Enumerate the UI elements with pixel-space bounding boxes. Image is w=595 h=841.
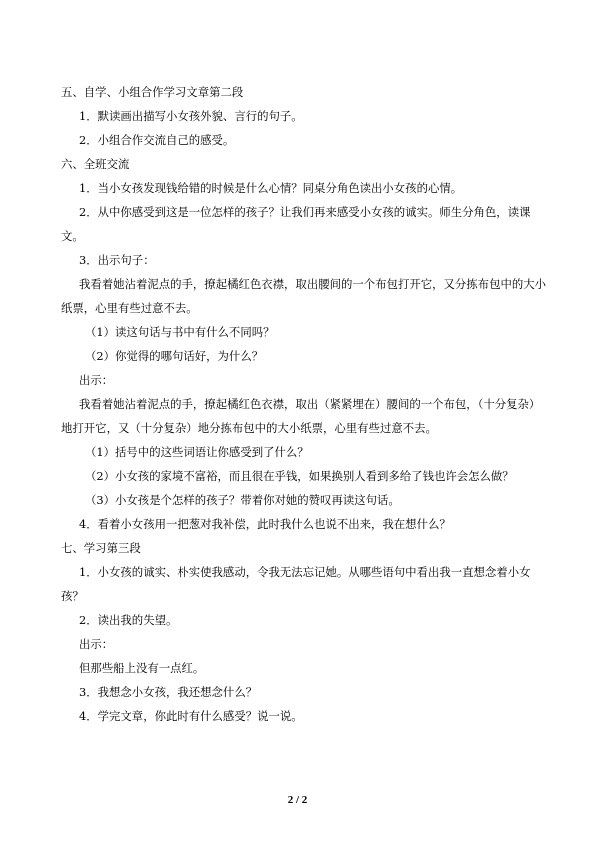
- list-item: 4．看着小女孩用一把葱对我补偿，此时我什么也说不出来，我在想什么？: [79, 517, 451, 531]
- list-item: 3．我想念小女孩，我还想念什么？: [79, 685, 258, 699]
- quoted-sentence: 我看着她沾着泥点的手，撩起橘红色衣襟，取出（紧紧埋在）腰间的一个布包，（十分复杂）地打开它，又（十分复杂）地分拣布包中的大小纸票，心里有些过意不去。: [61, 397, 541, 435]
- question-item: （1）括号中的这些词语让你感受到了什么？: [85, 445, 309, 459]
- show-label: 出示：: [79, 373, 114, 387]
- question-item: （1）读这句话与书中有什么不同吗？: [85, 325, 275, 339]
- section-heading-7: 七、学习第三段: [61, 541, 141, 555]
- section-heading-5: 五、自学、小组合作学习文章第二段: [61, 85, 244, 99]
- list-item: 1．小女孩的诚实、朴实使我感动，令我无法忘记她。从哪些语句中看出我一直想念着小女孩？: [61, 565, 531, 603]
- list-item: 4．学完文章，你此时有什么感受？说一说。: [79, 709, 303, 723]
- list-item: 2．从中你感受到这是一位怎样的孩子？让我们再来感受小女孩的诚实。师生分角色，读课文。: [61, 205, 531, 243]
- list-item: 2．读出我的失望。: [79, 613, 178, 627]
- question-item: （2）你觉得的哪句话好，为什么？: [85, 349, 264, 363]
- list-item: 2．小组合作交流自己的感受。: [79, 133, 235, 147]
- question-item: （2）小女孩的家境不富裕，而且很在乎钱，如果换别人看到多给了钱也许会怎么做？: [85, 469, 514, 483]
- list-item: 1．当小女孩发现钱给错的时候是什么心情？同桌分角色读出小女孩的心情。: [79, 181, 463, 195]
- section-heading-6: 六、全班交流: [61, 157, 130, 171]
- question-item: （3）小女孩是个怎样的孩子？带着你对她的赞叹再读这句话。: [85, 493, 400, 507]
- list-item: 1．默读画出描写小女孩外貌、言行的句子。: [79, 109, 303, 123]
- show-label: 出示：: [79, 637, 114, 651]
- page-number: 2 / 2: [287, 794, 308, 806]
- list-item: 3．出示句子：: [79, 253, 155, 267]
- document-body: [61, 80, 547, 728]
- quoted-sentence: 我看着她沾着泥点的手，撩起橘红色衣襟，取出腰间的一个布包打开它，又分拣布包中的大小纸票，心里有些过意不去。: [61, 277, 547, 315]
- quoted-sentence: 但那些船上没有一点红。: [79, 661, 205, 675]
